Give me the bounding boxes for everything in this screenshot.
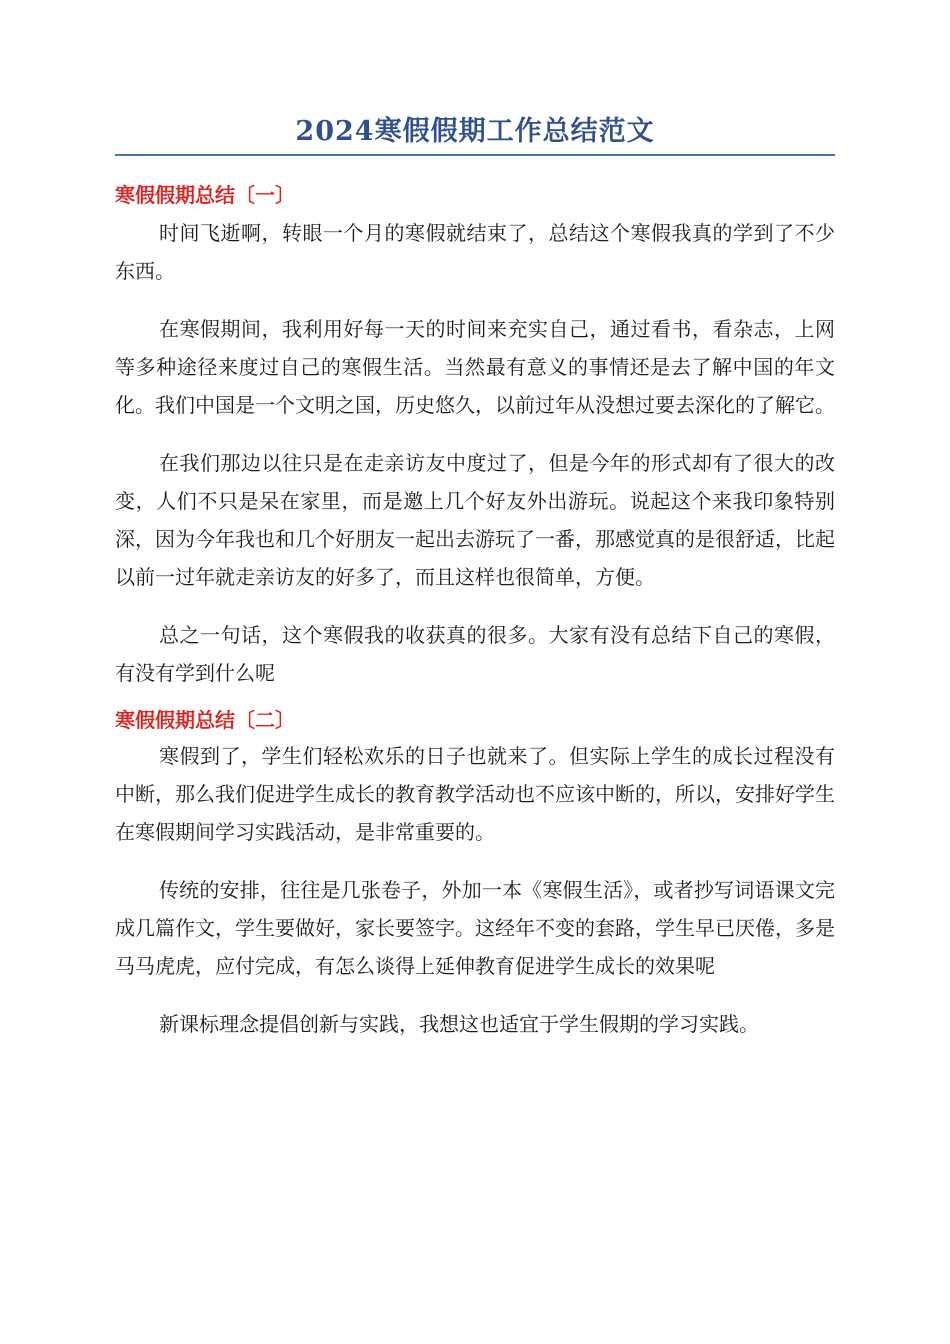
paragraph: 时间飞逝啊，转眼一个月的寒假就结束了，总结这个寒假我真的学到了不少东西。 — [115, 221, 835, 283]
section-heading-2: 寒假假期总结〔二〕 — [115, 708, 295, 732]
paragraph: 新课标理念提倡创新与实践，我想这也适宜于学生假期的学习实践。 — [159, 1012, 759, 1036]
paragraph: 总之一句话，这个寒假我的收获真的很多。大家有没有总结下自己的寒假，有没有学到什么呢 — [115, 623, 835, 685]
paragraph: 在寒假期间，我利用好每一天的时间来充实自己，通过看书，看杂志，上网等多种途径来度过自己的寒假生活。当然最有意义的事情还是去了解中国的年文化。我们中国是一个文明之国，历史悠久，以前过年从没想过要去深化的了解它。 — [115, 317, 835, 417]
section-1 — [115, 180, 835, 692]
document-title: 2024寒假假期工作总结范文 — [115, 112, 835, 156]
section-heading-1: 寒假假期总结〔一〕 — [115, 183, 295, 207]
paragraph: 在我们那边以往只是在走亲访友中度过了，但是今年的形式却有了很大的改变，人们不只是呆在家里，而是邀上几个好友外出游玩。说起这个来我印象特别深，因为今年我也和几个好朋友一起出去游玩了一番，那感觉真的是很舒适，比起以前一过年就走亲访友的好多了，而且这样也很简单，方便。 — [115, 451, 835, 589]
document-page — [115, 112, 835, 1043]
section-2 — [115, 705, 835, 1043]
paragraph: 传统的安排，往往是几张卷子，外加一本《寒假生活》，或者抄写词语课文完成几篇作文，学生要做好，家长要签字。这经年不变的套路，学生早已厌倦，多是马马虎虎，应付完成，有怎么谈得上延伸教育促进学生成长的效果呢 — [115, 878, 835, 978]
paragraph: 寒假到了，学生们轻松欢乐的日子也就来了。但实际上学生的成长过程没有中断，那么我们促进学生成长的教育教学活动也不应该中断的，所以，安排好学生在寒假期间学习实践活动，是非常重要的。 — [115, 744, 835, 844]
